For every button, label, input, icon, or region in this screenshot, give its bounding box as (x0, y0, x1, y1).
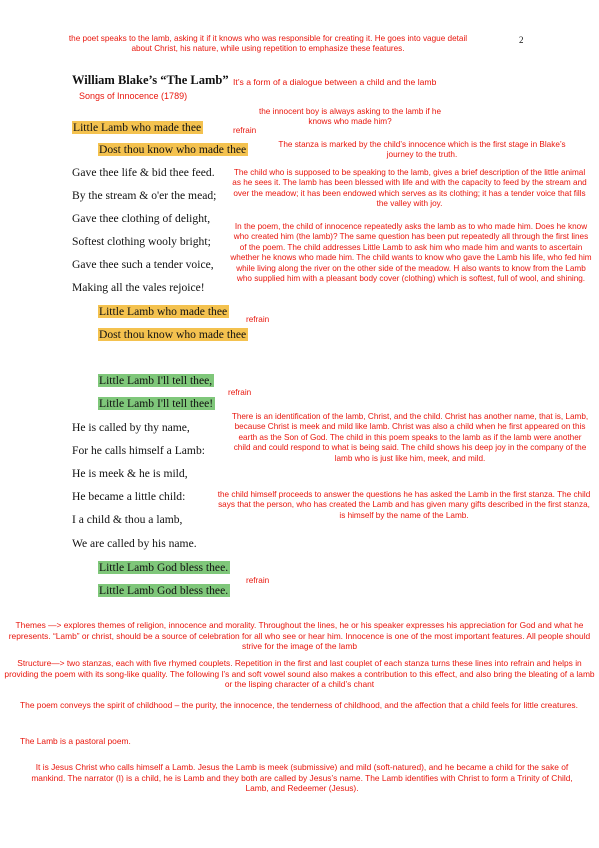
highlight-green: Little Lamb I'll tell thee! (99, 397, 214, 410)
spirit-annotation: The poem conveys the spirit of childhood – the purity, the innocence, the tenderness of childhood, and the affection that a child feels for little creatures. (20, 700, 578, 710)
poem-subtitle: Songs of Innocence (1789) (79, 91, 188, 101)
child-speaking-annotation: The child who is supposed to be speaking to the lamb, gives a brief description of the little animal as he sees it. The lamb has been blessed with life and with the capacity to feed by the stream and over the meadow; it has been endowed which serves as its clothing; it has a tender voice that fills the valley with joy. (232, 168, 587, 209)
stanza-marked-annotation: The stanza is marked by the child’s innocence which is the first stage in Blake’s journey to the truth. (278, 140, 566, 160)
stanza2-line-2: For he calls himself a Lamb: (72, 444, 205, 457)
stanza2-line-5: I a child & thou a lamb, (72, 513, 183, 526)
stanza1-refrain-line-4 (98, 328, 248, 342)
refrain-label-3: refrain (228, 388, 252, 397)
stanza1-line-3: Gave thee clothing of delight, (72, 212, 211, 225)
highlight-yellow: Dost thou know who made thee (99, 328, 247, 341)
stanza1-line-5: Gave thee such a tender voice, (72, 258, 214, 271)
highlight-yellow: Dost thou know who made thee (99, 143, 247, 156)
identification-annotation: There is an identification of the lamb, Christ, and the child. Christ has another name, that is, Lamb, because Christ is meek and mild like lamb. Christ was also a child when he first appeared on this earth as the Son of God. The child in this poem speaks to the lamb as if the lamb were another child and could respond to what is being said. The child shows his deep joy in the company of the lamb who is just like him, meek, and mild. (231, 412, 589, 463)
highlight-green: Little Lamb I'll tell thee, (99, 374, 213, 387)
stanza2-refrain-line-4 (98, 584, 230, 598)
top-annotation: the poet speaks to the lamb, asking it if it knows who was responsible for creating it. He goes into vague detail about Christ, his nature, while using repetition to emphasize these features. (68, 34, 468, 54)
stanza2-refrain-line-1 (98, 374, 214, 388)
stanza2-line-6: We are called by his name. (72, 537, 197, 550)
stanza1-refrain-line-2 (98, 143, 248, 157)
poem-child-annotation: In the poem, the child of innocence repeatedly asks the lamb as to who made him. Does he know who created him (the lamb)? The same question has been put repeatedly all through the first lines of the poem. The child addresses Little Lamb to ask him who made him and wants to ascertain whether he knows who made him. The child wants to know who gave the Lamb his life, who fed him while living along the river on the other side of the meadow. H also wants to know from the Lamb who supplied him with a pleasant body cover (clothing) which is softest, full of wool, and shining. (230, 222, 592, 284)
stanza2-line-4: He became a little child: (72, 490, 186, 503)
refrain-label-2: refrain (246, 315, 270, 324)
stanza1-line-6: Making all the vales rejoice! (72, 281, 205, 294)
stanza2-line-3: He is meek & he is mild, (72, 467, 188, 480)
stanza1-refrain-line-1 (72, 121, 203, 135)
themes-annotation: Themes —> explores themes of religion, innocence and morality. Throughout the lines, he or his speaker expresses his appreciation for God and what he represents. “Lamb” or christ, should be a source of celebration for all who see or hear him. Innocence is one of the most important features. All people should strive for the image of the lamb (8, 620, 591, 652)
innocent-boy-annotation: the innocent boy is always asking to the lamb if he knows who made him? (258, 107, 442, 127)
refrain-label-4: refrain (246, 576, 270, 585)
stanza1-line-1: Gave thee life & bid thee feed. (72, 166, 215, 179)
stanza1-line-2: By the stream & o'er the mead; (72, 189, 217, 202)
title-annotation: It’s a form of a dialogue between a child and the lamb (233, 77, 437, 87)
page-number: 2 (519, 35, 524, 45)
pastoral-annotation: The Lamb is a pastoral poem. (20, 736, 131, 746)
poem-title: William Blake’s “The Lamb” (72, 73, 229, 87)
refrain-label-1: refrain (233, 126, 257, 135)
stanza2-line-1: He is called by thy name, (72, 421, 190, 434)
child-proceeds-annotation: the child himself proceeds to answer the questions he has asked the Lamb in the first stanza. The child says that the person, who has created the Lamb and has given many gifts described in the first stanza, is himself by the name of the Lamb. (217, 490, 591, 520)
highlight-yellow: Little Lamb who made thee (73, 121, 202, 134)
highlight-green: Little Lamb God bless thee. (99, 584, 229, 597)
structure-annotation: Structure—> two stanzas, each with five rhymed couplets. Repetition in the first and last couplet of each stanza turns these lines into refrain and helps in providing the poem with its song-like quality. The following l’s and soft vowel sound also makes a contribution to this effect, and also bring the bleating of a lamb or the lisping character of a child’s chant (4, 658, 595, 690)
stanza1-refrain-line-3 (98, 305, 229, 319)
christ-annotation: It is Jesus Christ who calls himself a Lamb. Jesus the Lamb is meek (submissive) and mild (soft-natured), and he became a child for the sake of mankind. The narrator (I) is a child, he is Lamb and they both are called by Jesus’s name. The Lamb identifies with Christ to form a Trinity of Child, Lamb, and Redeemer (Jesus). (31, 762, 573, 794)
highlight-yellow: Little Lamb who made thee (99, 305, 228, 318)
stanza1-line-4: Softest clothing wooly bright; (72, 235, 211, 248)
stanza2-refrain-line-3 (98, 561, 230, 575)
highlight-green: Little Lamb God bless thee. (99, 561, 229, 574)
stanza2-refrain-line-2 (98, 397, 215, 411)
